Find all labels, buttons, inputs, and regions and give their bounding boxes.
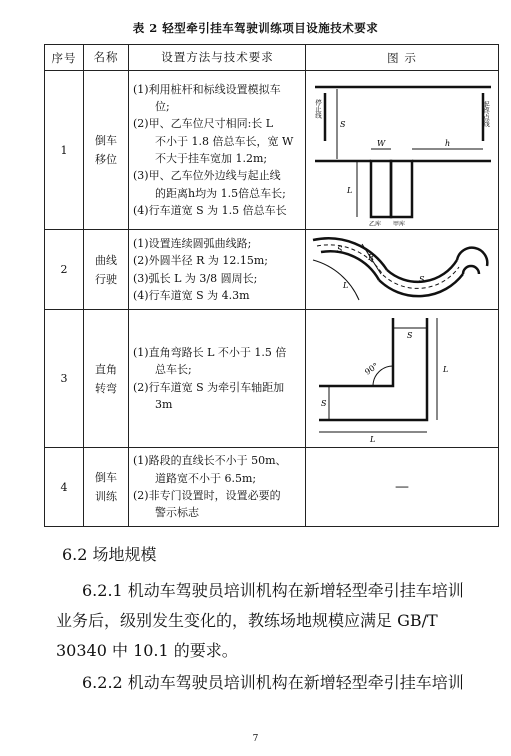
fig-label: L <box>347 186 353 195</box>
method-line: 不大于挂车宽加 1.2m; <box>155 152 268 165</box>
method-line: (2)非专门设置时，设置必要的 <box>133 489 281 502</box>
header-figure: 图 示 <box>306 45 499 71</box>
method-line: 位; <box>155 100 170 114</box>
fig-label: h <box>445 139 451 148</box>
row-method <box>129 71 306 230</box>
method-line: (4)行车道宽 S 为 4.3m <box>133 288 250 302</box>
method-line: (1)利用桩杆和标线设置模拟车 <box>133 82 281 96</box>
method-line: (1)设置连续圆弧曲线路; <box>133 236 252 250</box>
row-name <box>84 230 129 310</box>
row-number: 4 <box>45 448 84 527</box>
stop-line-label: 停止线 <box>314 99 322 119</box>
reverse-parking-diagram <box>307 71 497 226</box>
method-line: (1)路段的直线长不小于 50m、 <box>133 454 287 468</box>
row-name-line: 直角 <box>95 362 117 376</box>
method-line: (4)行车道宽 S 为 1.5 倍总车长 <box>133 203 287 217</box>
fig-label: L <box>443 365 449 374</box>
table-row <box>45 310 499 448</box>
table-row <box>45 71 499 230</box>
row-number: 2 <box>45 230 84 310</box>
fig-label: S <box>419 275 425 284</box>
fig-label: W <box>377 139 386 148</box>
method-line: (1)直角弯路长 L 不小于 1.5 倍 <box>133 345 287 359</box>
figure-right-angle-turn <box>306 310 499 448</box>
row-name-line: 转弯 <box>95 381 117 395</box>
method-line: 总车长; <box>155 363 192 377</box>
row-name-line: 曲线 <box>95 253 117 267</box>
method-line: 3m <box>155 397 173 411</box>
header-name: 名称 <box>84 45 129 71</box>
method-line: (2)外圆半径 R 为 12.15m; <box>133 254 268 268</box>
row-name <box>84 310 129 448</box>
table-row <box>45 230 499 310</box>
paragraph: 6.2.2 机动车驾驶员培训机构在新增轻型牵引挂车培训 <box>82 673 464 692</box>
row-name <box>84 448 129 527</box>
row-number: 1 <box>45 71 84 230</box>
row-method <box>129 230 306 310</box>
row-name-line: 倒车 <box>95 134 117 147</box>
figure-curve-driving <box>306 230 499 310</box>
figure-none: — <box>306 448 499 527</box>
header-method: 设置方法与技术要求 <box>129 45 306 71</box>
row-name-line: 倒车 <box>95 471 117 484</box>
fig-label: S <box>407 331 413 340</box>
method-line: 不小于 1.8 倍总车长，宽 W <box>155 134 294 148</box>
start-end-line-label: 起终点线 <box>482 101 490 127</box>
fig-label: L <box>343 281 349 290</box>
page-number: 7 <box>252 734 259 744</box>
fig-label: L <box>370 435 376 444</box>
curve-driving-diagram <box>307 230 497 306</box>
row-name-line: 训练 <box>95 490 117 503</box>
fig-label: S <box>321 399 327 408</box>
table-row <box>45 448 499 527</box>
right-angle-diagram <box>307 310 497 444</box>
fig-label: S <box>337 245 343 254</box>
method-line: (2)甲、乙车位尺寸相同:长 L <box>133 117 274 131</box>
fig-label: 乙库 <box>369 221 382 226</box>
row-name-line: 移位 <box>95 153 117 166</box>
figure-reverse-parking <box>306 71 499 230</box>
method-line: 警示标志 <box>155 506 199 520</box>
row-name-line: 行驶 <box>95 272 117 286</box>
header-no: 序号 <box>45 45 84 71</box>
table-header-row <box>45 45 499 71</box>
fig-label: R <box>368 253 375 262</box>
row-number: 3 <box>45 310 84 448</box>
method-line: 的距离h均为 1.5倍总车长; <box>155 186 286 200</box>
method-line: (2)行车道宽 S 为牵引车轴距加 <box>133 380 285 394</box>
method-line: (3)弧长 L 为 3/8 圆周长; <box>133 271 258 285</box>
method-line: 道路宽不小于 6.5m; <box>155 471 257 485</box>
table-title: 表 2 轻型牵引挂车驾驶训练项目设施技术要求 <box>132 21 379 35</box>
fig-label: 90° <box>363 361 381 377</box>
row-name <box>84 71 129 230</box>
row-method <box>129 310 306 448</box>
section-heading: 6.2 场地规模 <box>62 545 157 564</box>
method-line: (3)甲、乙车位外边线与起止线 <box>133 169 281 183</box>
paragraph: 6.2.1 机动车驾驶员培训机构在新增轻型牵引挂车培训业务后，级别发生变化的，教练场地规模应满足 GB/T 30340 中 10.1 的要求。 <box>56 581 464 660</box>
row-method <box>129 448 306 527</box>
fig-label: S <box>340 120 346 129</box>
fig-label: 甲库 <box>393 221 406 226</box>
spec-table <box>44 44 499 527</box>
